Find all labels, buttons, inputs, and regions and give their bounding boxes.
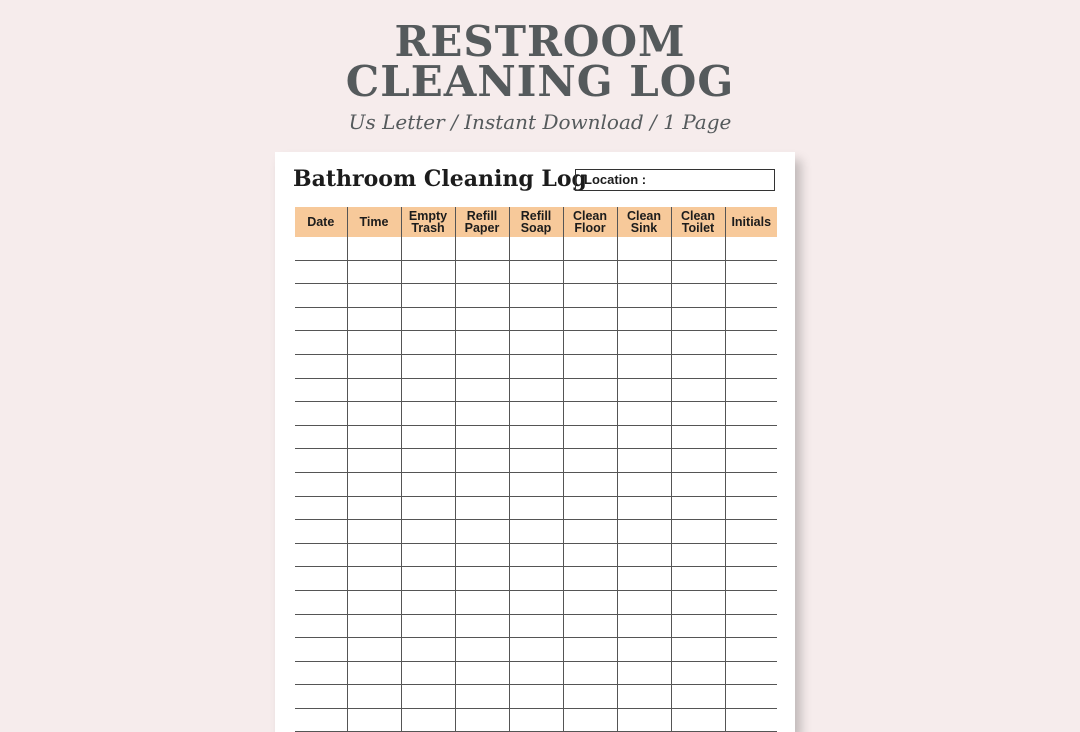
location-label: Location : <box>584 172 647 187</box>
table-cell <box>347 425 401 449</box>
table-cell <box>671 284 725 308</box>
table-cell <box>725 590 777 614</box>
table-cell <box>671 354 725 378</box>
table-cell <box>455 402 509 426</box>
table-cell <box>295 661 347 685</box>
table-cell <box>455 567 509 591</box>
table-cell <box>295 449 347 473</box>
table-row <box>295 284 777 308</box>
table-cell <box>671 543 725 567</box>
table-cell <box>401 685 455 709</box>
table-cell <box>347 472 401 496</box>
table-cell <box>401 661 455 685</box>
table-cell <box>563 708 617 732</box>
table-cell <box>671 708 725 732</box>
table-cell <box>295 307 347 331</box>
table-cell <box>671 402 725 426</box>
table-cell <box>509 590 563 614</box>
table-cell <box>347 449 401 473</box>
table-cell <box>509 449 563 473</box>
table-cell <box>455 237 509 260</box>
table-cell <box>295 260 347 284</box>
table-row <box>295 685 777 709</box>
table-cell <box>401 567 455 591</box>
table-cell <box>671 472 725 496</box>
cleaning-log-table <box>295 207 777 732</box>
table-row <box>295 520 777 544</box>
table-cell <box>295 284 347 308</box>
table-cell <box>725 661 777 685</box>
table-cell <box>617 614 671 638</box>
table-cell <box>401 331 455 355</box>
table-cell <box>347 543 401 567</box>
table-cell <box>295 543 347 567</box>
table-cell <box>509 638 563 662</box>
table-cell <box>617 354 671 378</box>
table-cell <box>401 402 455 426</box>
table-cell <box>617 307 671 331</box>
column-header-empty-trash: Empty Trash <box>401 207 455 237</box>
column-header-refill-paper: Refill Paper <box>455 207 509 237</box>
table-cell <box>509 685 563 709</box>
table-cell <box>401 378 455 402</box>
column-header-date: Date <box>295 207 347 237</box>
table-cell <box>617 543 671 567</box>
table-cell <box>509 284 563 308</box>
table-cell <box>617 520 671 544</box>
table-row <box>295 260 777 284</box>
table-cell <box>455 520 509 544</box>
table-cell <box>295 638 347 662</box>
table-cell <box>725 260 777 284</box>
table-cell <box>347 614 401 638</box>
table-cell <box>455 638 509 662</box>
table-cell <box>617 378 671 402</box>
table-cell <box>563 543 617 567</box>
table-cell <box>455 354 509 378</box>
sheet-title: Bathroom Cleaning Log <box>293 166 587 192</box>
table-cell <box>401 614 455 638</box>
table-cell <box>347 354 401 378</box>
table-cell <box>295 567 347 591</box>
table-row <box>295 590 777 614</box>
table-cell <box>509 237 563 260</box>
table-cell <box>509 378 563 402</box>
table-cell <box>295 378 347 402</box>
table-cell <box>455 685 509 709</box>
table-header-row <box>295 207 777 237</box>
table-cell <box>563 638 617 662</box>
table-cell <box>671 378 725 402</box>
table-cell <box>347 685 401 709</box>
location-field <box>575 169 775 191</box>
table-cell <box>455 260 509 284</box>
table-cell <box>509 307 563 331</box>
table-body <box>295 237 777 732</box>
table-cell <box>347 402 401 426</box>
table-row <box>295 614 777 638</box>
table-cell <box>563 614 617 638</box>
table-row <box>295 378 777 402</box>
table-row <box>295 354 777 378</box>
log-sheet <box>275 152 795 732</box>
table-row <box>295 237 777 260</box>
table-cell <box>671 661 725 685</box>
table-cell <box>725 567 777 591</box>
table-cell <box>401 543 455 567</box>
table-row <box>295 449 777 473</box>
table-cell <box>295 614 347 638</box>
table-cell <box>509 260 563 284</box>
table-cell <box>563 661 617 685</box>
table-cell <box>347 307 401 331</box>
table-cell <box>401 708 455 732</box>
table-cell <box>725 543 777 567</box>
table-cell <box>295 708 347 732</box>
table-cell <box>401 638 455 662</box>
table-cell <box>401 590 455 614</box>
table-cell <box>455 425 509 449</box>
table-cell <box>617 260 671 284</box>
table-cell <box>509 496 563 520</box>
table-cell <box>725 307 777 331</box>
hero-title <box>0 17 1080 106</box>
table-cell <box>509 567 563 591</box>
table-cell <box>617 638 671 662</box>
table-cell <box>617 708 671 732</box>
table-cell <box>617 402 671 426</box>
table-cell <box>617 567 671 591</box>
table-cell <box>671 590 725 614</box>
table-cell <box>617 284 671 308</box>
table-cell <box>347 331 401 355</box>
table-cell <box>455 307 509 331</box>
column-header-clean-floor: Clean Floor <box>563 207 617 237</box>
table-cell <box>671 331 725 355</box>
table-cell <box>401 472 455 496</box>
table-row <box>295 472 777 496</box>
table-cell <box>563 354 617 378</box>
table-cell <box>617 449 671 473</box>
table-cell <box>725 449 777 473</box>
table-cell <box>617 237 671 260</box>
table-cell <box>617 590 671 614</box>
table-cell <box>347 237 401 260</box>
table-row <box>295 307 777 331</box>
table-row <box>295 567 777 591</box>
table-cell <box>671 496 725 520</box>
table-cell <box>671 449 725 473</box>
table-cell <box>295 237 347 260</box>
table-cell <box>455 496 509 520</box>
table-cell <box>401 284 455 308</box>
table-cell <box>563 378 617 402</box>
table-cell <box>725 638 777 662</box>
table-cell <box>509 708 563 732</box>
table-cell <box>401 354 455 378</box>
table-cell <box>347 567 401 591</box>
table-cell <box>671 307 725 331</box>
table-cell <box>295 496 347 520</box>
table-cell <box>509 614 563 638</box>
table-cell <box>671 520 725 544</box>
table-cell <box>509 520 563 544</box>
table-row <box>295 425 777 449</box>
table-cell <box>563 449 617 473</box>
column-header-refill-soap: Refill Soap <box>509 207 563 237</box>
table-cell <box>295 425 347 449</box>
table-cell <box>725 354 777 378</box>
table-cell <box>509 472 563 496</box>
table-cell <box>671 638 725 662</box>
table-cell <box>401 425 455 449</box>
table-cell <box>563 590 617 614</box>
table-cell <box>725 237 777 260</box>
table-cell <box>509 331 563 355</box>
table-cell <box>725 685 777 709</box>
table-cell <box>455 331 509 355</box>
table-cell <box>347 496 401 520</box>
table-cell <box>295 685 347 709</box>
table-cell <box>455 543 509 567</box>
table-cell <box>563 307 617 331</box>
table-cell <box>401 260 455 284</box>
table-cell <box>455 614 509 638</box>
table-cell <box>671 260 725 284</box>
table-cell <box>563 520 617 544</box>
table-cell <box>347 638 401 662</box>
table-cell <box>725 425 777 449</box>
table-cell <box>617 331 671 355</box>
table-cell <box>563 284 617 308</box>
table-row <box>295 708 777 732</box>
table-cell <box>725 331 777 355</box>
hero-title-line-2: CLEANING LOG <box>345 57 735 106</box>
table-cell <box>455 284 509 308</box>
table-cell <box>295 590 347 614</box>
table-cell <box>401 449 455 473</box>
table-cell <box>295 402 347 426</box>
table-cell <box>455 472 509 496</box>
table-cell <box>401 520 455 544</box>
table-cell <box>347 520 401 544</box>
table-cell <box>671 614 725 638</box>
table-cell <box>347 260 401 284</box>
table-cell <box>563 237 617 260</box>
table-row <box>295 543 777 567</box>
table-row <box>295 661 777 685</box>
table-row <box>295 496 777 520</box>
table-cell <box>617 685 671 709</box>
table-cell <box>725 284 777 308</box>
table-cell <box>455 378 509 402</box>
column-header-time: Time <box>347 207 401 237</box>
table-cell <box>725 402 777 426</box>
column-header-clean-sink: Clean Sink <box>617 207 671 237</box>
table-row <box>295 638 777 662</box>
table-cell <box>563 567 617 591</box>
table-cell <box>509 354 563 378</box>
table-cell <box>563 496 617 520</box>
table-cell <box>671 425 725 449</box>
table-cell <box>725 378 777 402</box>
column-header-clean-toilet: Clean Toilet <box>671 207 725 237</box>
table-cell <box>563 402 617 426</box>
table-cell <box>455 590 509 614</box>
column-header-initials: Initials <box>725 207 777 237</box>
table-cell <box>509 661 563 685</box>
table-cell <box>509 402 563 426</box>
table-cell <box>347 661 401 685</box>
table-row <box>295 331 777 355</box>
table-cell <box>401 496 455 520</box>
table-cell <box>725 472 777 496</box>
table-cell <box>295 354 347 378</box>
table-cell <box>563 331 617 355</box>
table-cell <box>295 472 347 496</box>
table-cell <box>671 567 725 591</box>
table-cell <box>725 614 777 638</box>
table-cell <box>401 237 455 260</box>
table-cell <box>671 237 725 260</box>
table-cell <box>401 307 455 331</box>
table-cell <box>347 378 401 402</box>
table-cell <box>725 496 777 520</box>
table-cell <box>725 520 777 544</box>
table-cell <box>347 284 401 308</box>
table-cell <box>617 425 671 449</box>
table-cell <box>617 472 671 496</box>
table-cell <box>509 425 563 449</box>
table-cell <box>509 543 563 567</box>
table-cell <box>563 425 617 449</box>
table-cell <box>455 708 509 732</box>
table-cell <box>563 260 617 284</box>
table-cell <box>725 708 777 732</box>
table-cell <box>617 661 671 685</box>
table-cell <box>295 331 347 355</box>
table-cell <box>295 520 347 544</box>
table-cell <box>671 685 725 709</box>
table-cell <box>455 449 509 473</box>
table-cell <box>347 590 401 614</box>
table-cell <box>563 472 617 496</box>
table-cell <box>347 708 401 732</box>
table-cell <box>455 661 509 685</box>
hero-subtitle: Us Letter / Instant Download / 1 Page <box>348 110 732 134</box>
table-cell <box>563 685 617 709</box>
table-row <box>295 402 777 426</box>
hero-title-line-1: RESTROOM <box>394 17 686 66</box>
table-cell <box>617 496 671 520</box>
